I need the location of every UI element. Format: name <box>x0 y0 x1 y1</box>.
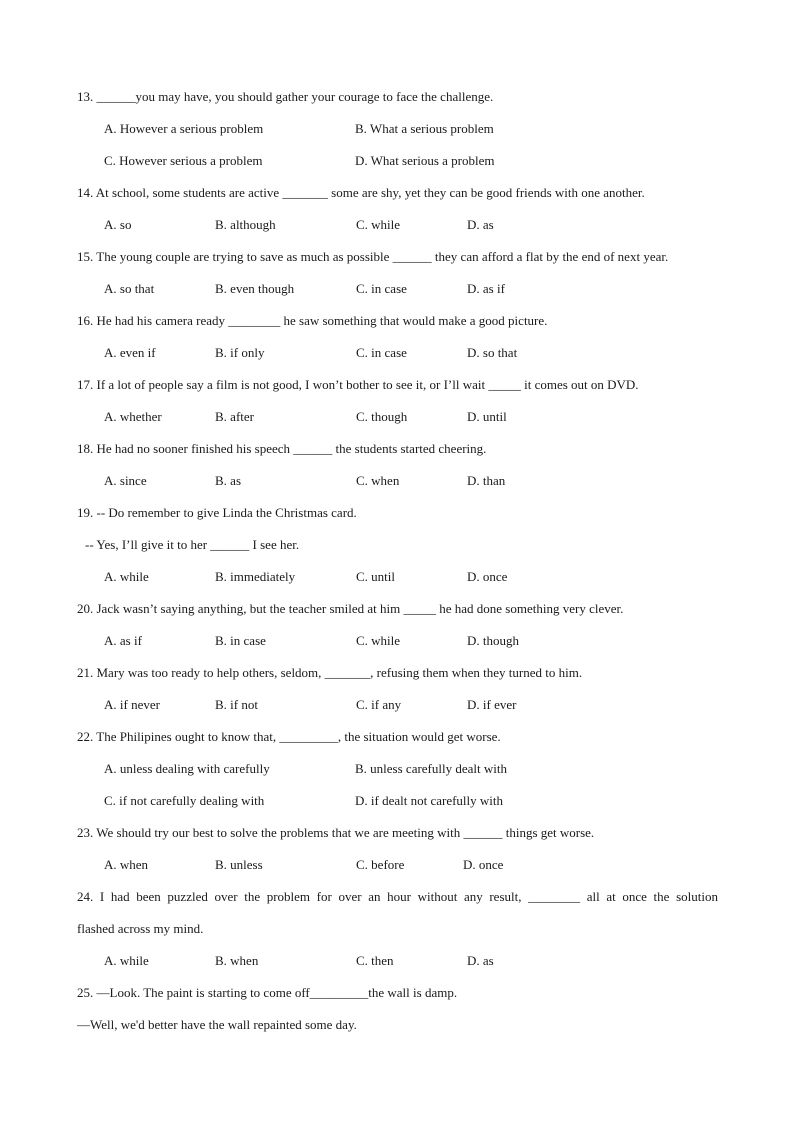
question-24-word: for <box>316 889 332 904</box>
question-24-word: over <box>214 889 238 904</box>
question-19-option-a: A. while <box>104 569 149 584</box>
question-17-option-c: C. though <box>356 409 408 424</box>
question-24-word: problem <box>266 889 311 904</box>
question-18-option-a: A. since <box>104 473 147 488</box>
question-19-option-d: D. once <box>467 569 508 584</box>
question-24-word: over <box>338 889 362 904</box>
question-24-option-c: C. then <box>356 953 394 968</box>
question-16-option-b: B. if only <box>215 345 265 360</box>
question-18-option-d: D. than <box>467 473 506 488</box>
question-18-stem: 18. He had no sooner finished his speech ______ the students started cheering. <box>77 441 487 456</box>
question-18-option-c: C. when <box>356 473 400 488</box>
question-21-stem: 21. Mary was too ready to help others, seldom, _______, refusing them when they turned to him. <box>77 665 583 680</box>
question-13-option-c: C. However serious a problem <box>104 153 263 168</box>
question-24-word: all <box>586 889 600 904</box>
question-24-word: hour <box>387 889 411 904</box>
question-24-option-a: A. while <box>104 953 149 968</box>
question-24-word: puzzled <box>167 889 208 904</box>
question-13-option-b: B. What a serious problem <box>355 121 494 136</box>
question-23-stem: 23. We should try our best to solve the problems that we are meeting with ______ things get worse. <box>77 825 595 840</box>
question-15-option-a: A. so that <box>104 281 155 296</box>
question-14-option-c: C. while <box>356 217 401 232</box>
question-24-word: an <box>368 889 381 904</box>
question-22-option-b: B. unless carefully dealt with <box>355 761 507 776</box>
question-16-option-d: D. so that <box>467 345 518 360</box>
question-13-stem: 13. ______you may have, you should gather your courage to face the challenge. <box>77 89 494 104</box>
question-16-stem: 16. He had his camera ready ________ he saw something that would make a good picture. <box>77 313 548 328</box>
question-20-option-b: B. in case <box>215 633 266 648</box>
question-17-option-d: D. until <box>467 409 507 424</box>
question-15-option-d: D. as if <box>467 281 505 296</box>
question-23-option-a: A. when <box>104 857 149 872</box>
question-24-option-d: D. as <box>467 953 494 968</box>
question-14-option-b: B. although <box>215 217 276 232</box>
question-15-stem: 15. The young couple are trying to save as much as possible ______ they can afford a flat by the end of next year. <box>77 249 669 264</box>
question-23-option-c: C. before <box>356 857 405 872</box>
question-25-stem: 25. —Look. The paint is starting to come off_________the wall is damp. <box>77 985 458 1000</box>
question-17-option-b: B. after <box>215 409 254 424</box>
question-13-option-d: D. What serious a problem <box>355 153 495 168</box>
question-19-stem: 19. -- Do remember to give Linda the Christmas card. <box>77 505 357 520</box>
question-17-option-a: A. whether <box>104 409 162 424</box>
question-20-option-a: A. as if <box>104 633 142 648</box>
question-22-stem: 22. The Philipines ought to know that, _________, the situation would get worse. <box>77 729 501 744</box>
question-24-word: solution <box>676 889 718 904</box>
question-19-option-c: C. until <box>356 569 396 584</box>
question-24-option-b: B. when <box>215 953 259 968</box>
question-24-word: any <box>463 889 483 904</box>
question-16-option-a: A. even if <box>104 345 156 360</box>
question-24-word: once <box>622 889 647 904</box>
question-18-option-b: B. as <box>215 473 241 488</box>
question-24-word: result, <box>489 889 522 904</box>
question-21-option-c: C. if any <box>356 697 402 712</box>
question-20-option-d: D. though <box>467 633 519 648</box>
question-24-word: had <box>110 889 130 904</box>
question-24-word: the <box>244 889 261 904</box>
question-22-option-a: A. unless dealing with carefully <box>104 761 270 776</box>
question-22-option-d: D. if dealt not carefully with <box>355 793 504 808</box>
question-21-option-a: A. if never <box>104 697 160 712</box>
question-13-option-a: A. However a serious problem <box>104 121 264 136</box>
question-14-option-a: A. so <box>104 217 132 232</box>
question-24-word: without <box>417 889 458 904</box>
question-24-word: I <box>99 889 105 904</box>
question-21-option-b: B. if not <box>215 697 258 712</box>
question-20-option-c: C. while <box>356 633 401 648</box>
question-23-option-d: D. once <box>463 857 504 872</box>
question-24-stem-continued: flashed across my mind. <box>77 921 204 936</box>
question-24-word: at <box>606 889 616 904</box>
question-23-option-b: B. unless <box>215 857 263 872</box>
question-24-word: ________ <box>528 889 581 904</box>
question-17-stem: 17. If a lot of people say a film is not good, I won’t bother to see it, or I’ll wait _____ it comes out on DVD. <box>77 377 639 392</box>
question-21-option-d: D. if ever <box>467 697 517 712</box>
question-19-stem-reply: -- Yes, I’ll give it to her ______ I see her. <box>85 537 300 552</box>
question-14-option-d: D. as <box>467 217 494 232</box>
question-24-word: the <box>653 889 670 904</box>
question-24-word: been <box>136 889 161 904</box>
question-25-reply: —Well, we'd better have the wall repainted some day. <box>77 1017 357 1032</box>
question-15-option-b: B. even though <box>215 281 295 296</box>
question-16-option-c: C. in case <box>356 345 407 360</box>
question-24-stem <box>77 889 718 905</box>
question-22-option-c: C. if not carefully dealing with <box>104 793 265 808</box>
question-15-option-c: C. in case <box>356 281 407 296</box>
question-20-stem: 20. Jack wasn’t saying anything, but the teacher smiled at him _____ he had done something very clever. <box>77 601 624 616</box>
question-24-word: 24. <box>77 889 94 904</box>
question-14-stem: 14. At school, some students are active _______ some are shy, yet they can be good friends with one another. <box>77 185 645 200</box>
question-19-option-b: B. immediately <box>215 569 296 584</box>
